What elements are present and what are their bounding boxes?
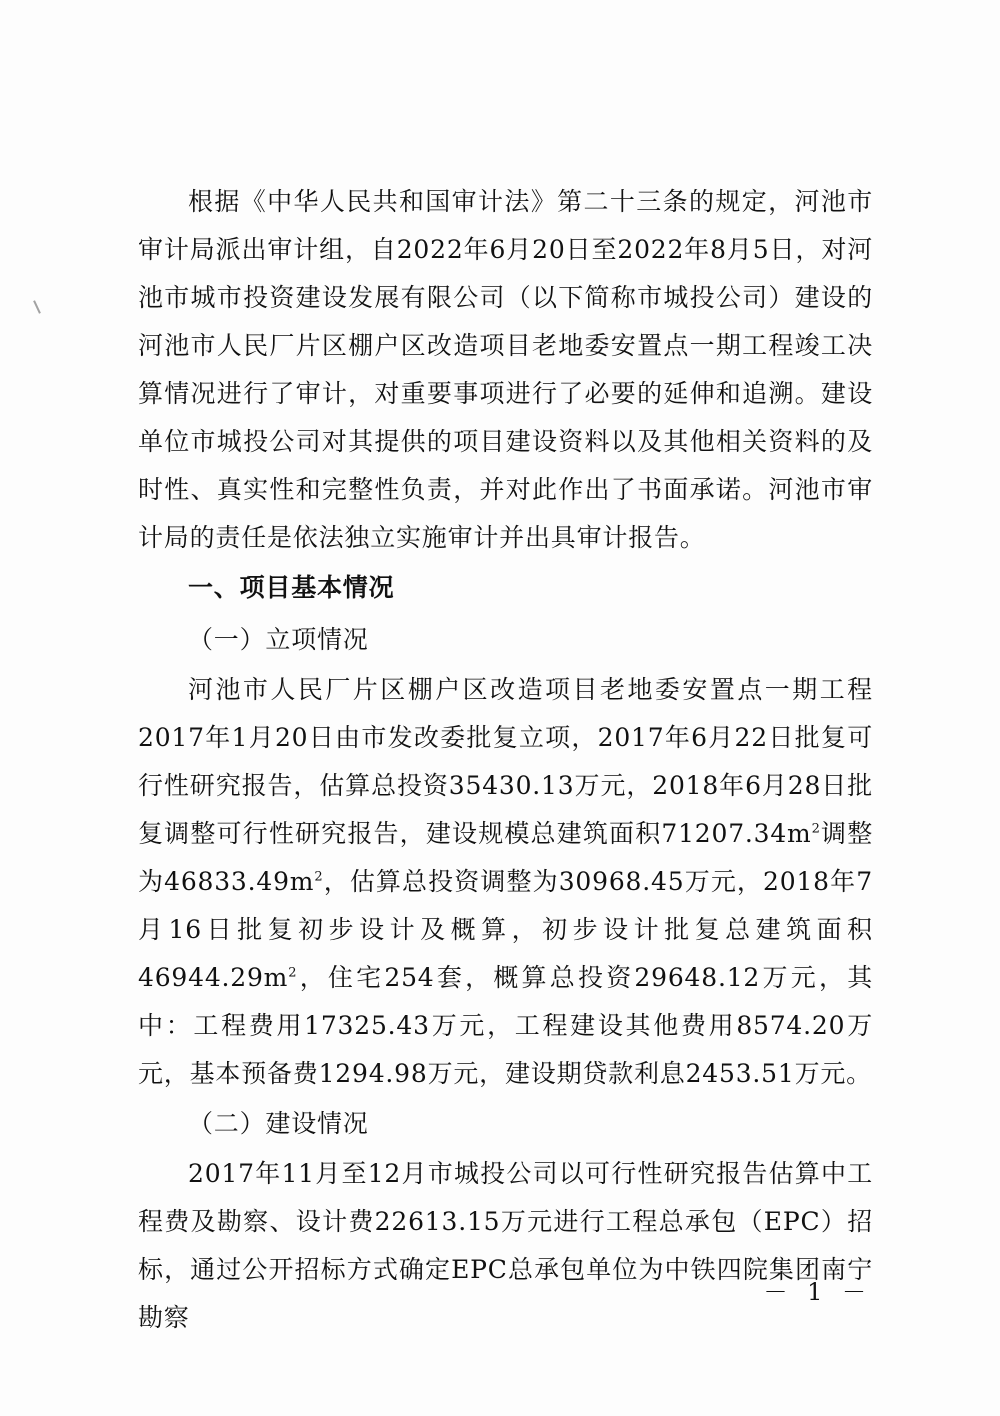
page-number: － 1 － [763, 1278, 872, 1306]
section-heading-project-basics: 一、项目基本情况 [188, 573, 395, 602]
superscript-2: 2 [811, 821, 821, 837]
approval-paragraph [138, 666, 873, 1098]
scan-mark [33, 300, 41, 314]
approval-text-part-d: ，住宅254套，概算总投资29648.12万元，其中：工程费用17325.43万元，工程建设其他费用8574.20万元，基本预备费1294.98万元，建设期贷款利息2453.51万元。 [138, 963, 873, 1088]
superscript-2: 2 [288, 965, 298, 981]
intro-paragraph: 根据《中华人民共和国审计法》第二十三条的规定，河池市审计局派出审计组，自2022年6月20日至2022年8月5日，对河池市城市投资建设发展有限公司（以下简称市城投公司）建设的河池市人民厂片区棚户区改造项目老地委安置点一期工程竣工决算情况进行了审计，对重要事项进行了必要的延伸和追溯。建设单位市城投公司对其提供的项目建设资料以及其他相关资料的及时性、真实性和完整性负责，并对此作出了书面承诺。河池市审计局的责任是依法独立实施审计并出具审计报告。 [138, 187, 873, 552]
subsection-heading-approval: （一）立项情况 [188, 625, 369, 654]
construction-paragraph: 2017年11月至12月市城投公司以可行性研究报告估算中工程费及勘察、设计费22613.15万元进行工程总承包（EPC）招标，通过公开招标方式确定EPC总承包单位为中铁四院集团南宁勘察 [138, 1159, 873, 1332]
approval-text-part-b: 调整为46833.49m [138, 819, 873, 896]
approval-text-part-a: 河池市人民厂片区棚户区改造项目老地委安置点一期工程2017年1月20日由市发改委批复立项，2017年6月22日批复可行性研究报告，估算总投资35430.13万元，2018年6月28日批复调整可行性研究报告，建设规模总建筑面积71207.34m [138, 675, 873, 848]
approval-text-part-c: ，估算总投资调整为30968.45万元，2018年7月16日批复初步设计及概算，初步设计批复总建筑面积46944.29m [138, 867, 873, 992]
subsection-heading-construction: （二）建设情况 [188, 1109, 369, 1138]
superscript-2: 2 [314, 869, 324, 885]
document-body [138, 178, 873, 1342]
